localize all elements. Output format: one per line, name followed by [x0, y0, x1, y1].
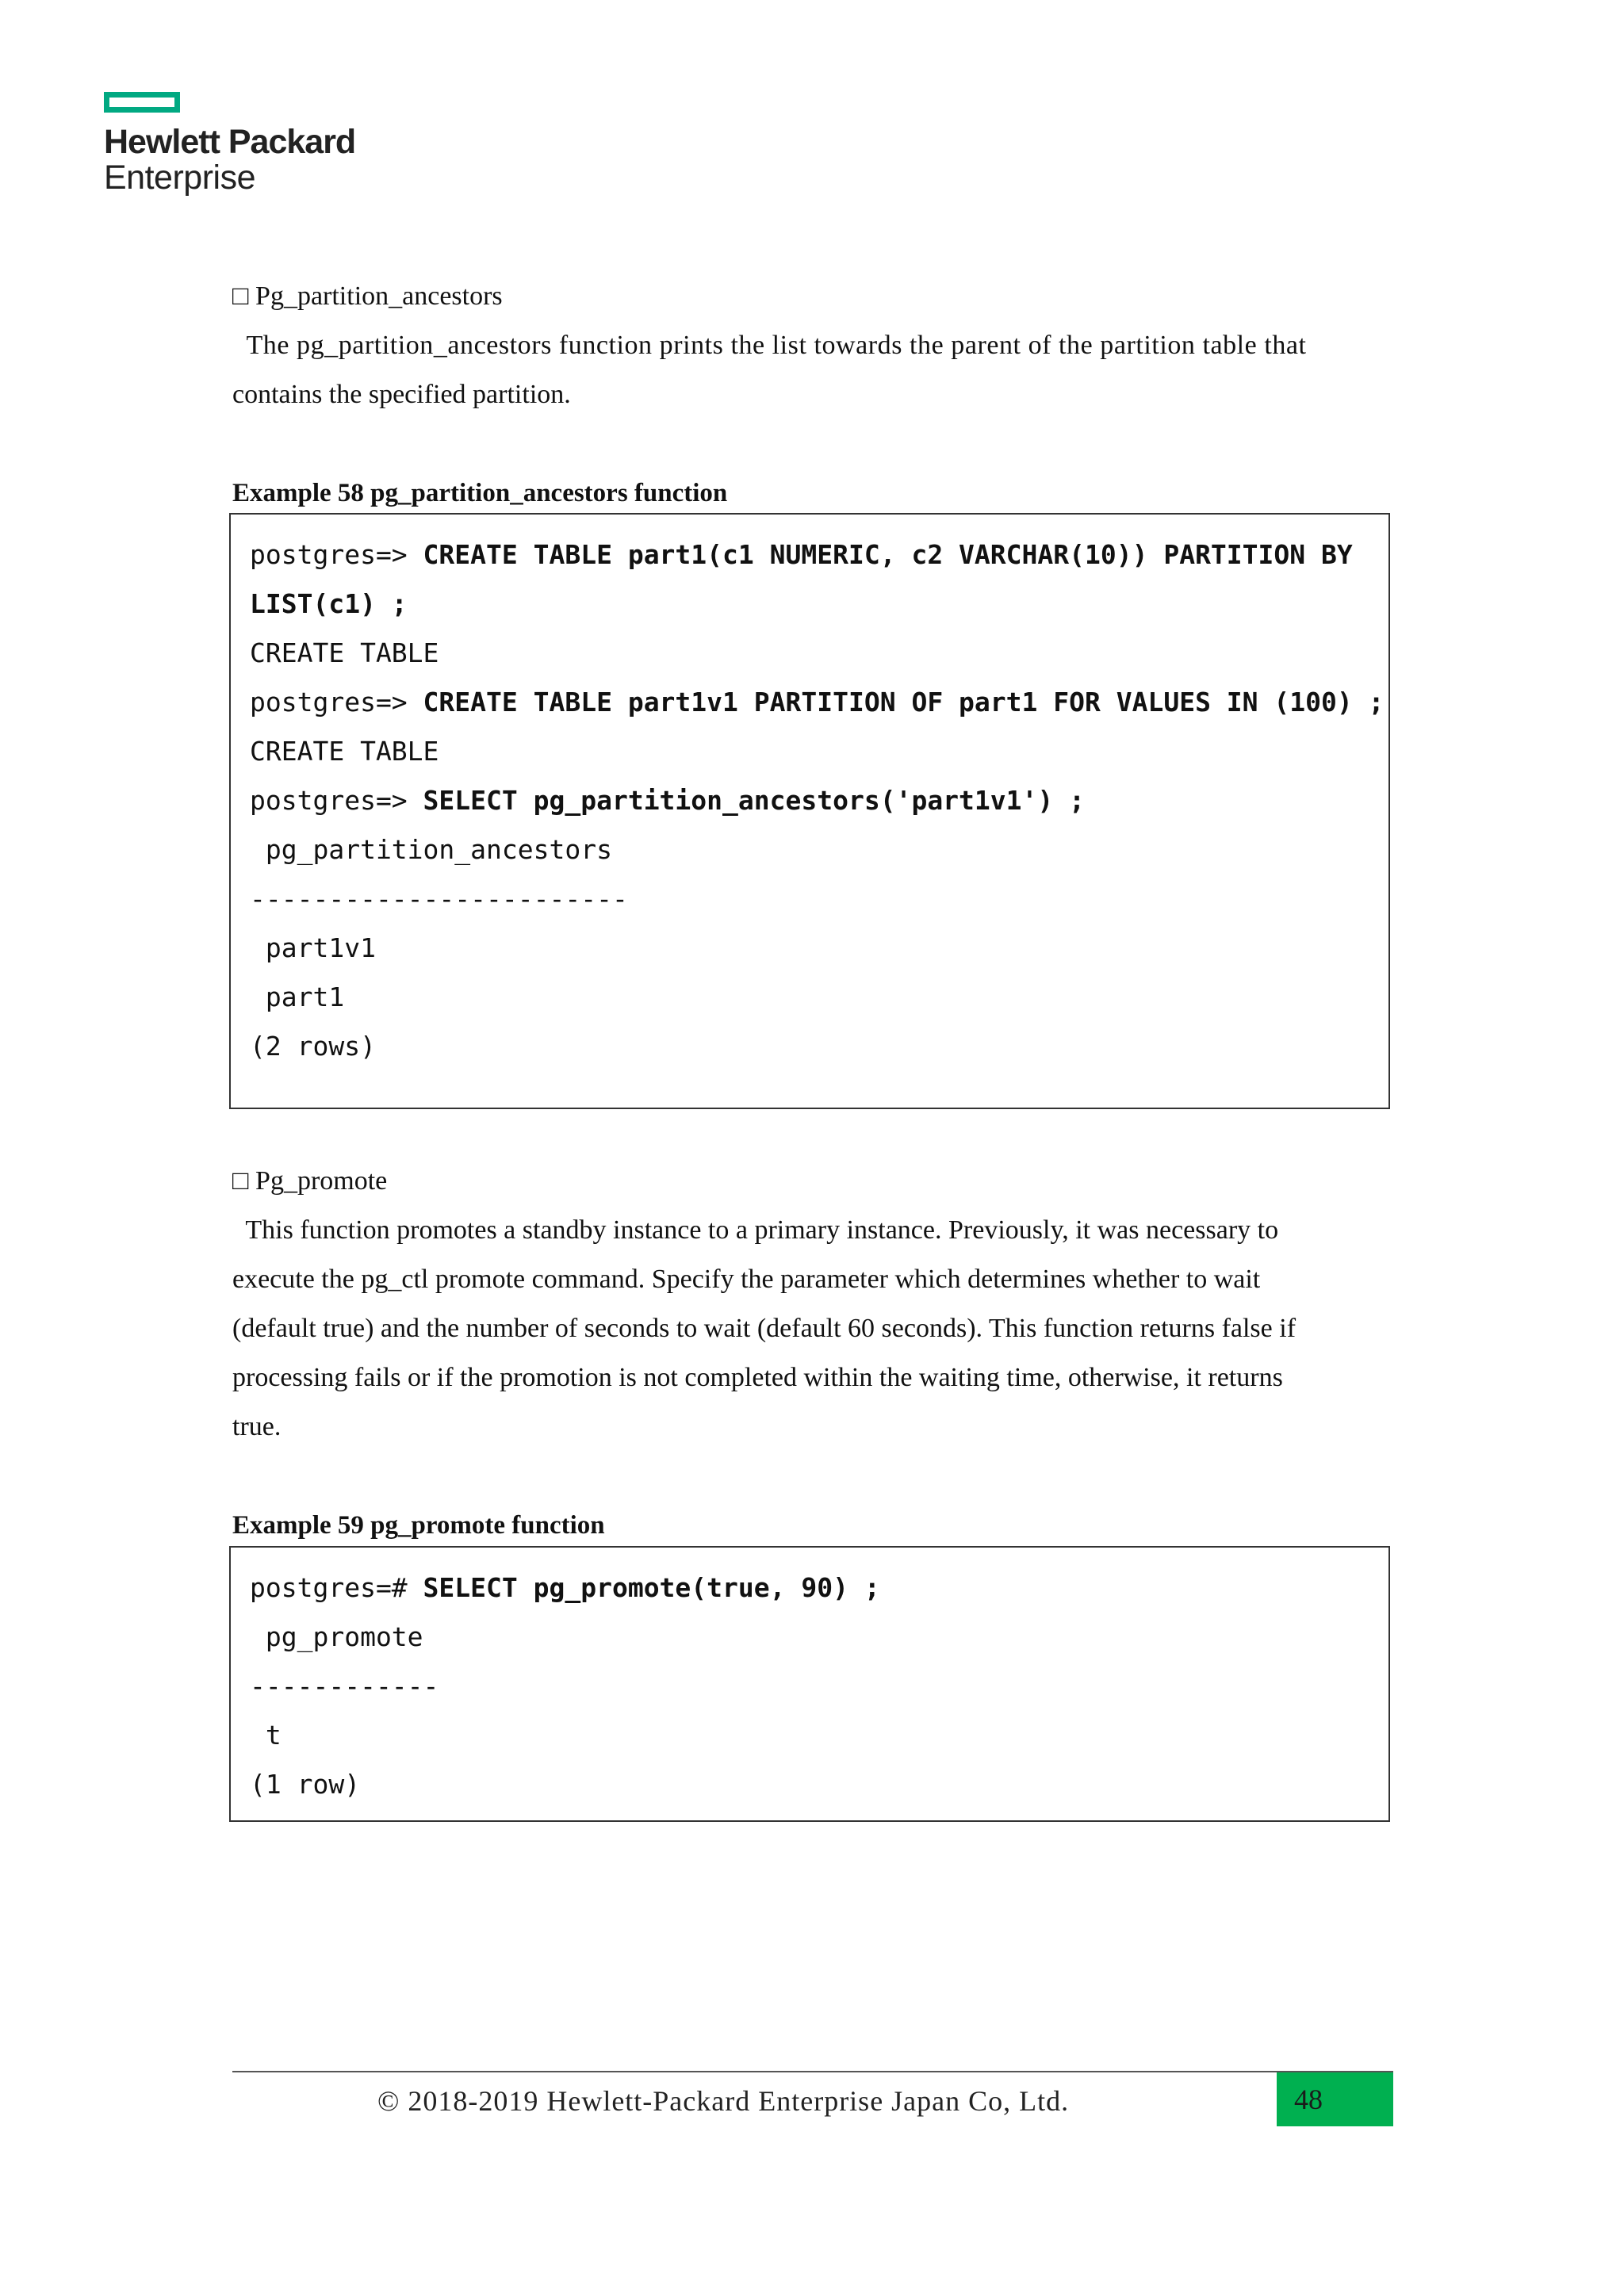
- paragraph-line: true.: [232, 1412, 282, 1441]
- code-line: [250, 776, 1373, 825]
- code-plain-text: postgres=>: [250, 785, 423, 816]
- code-plain-text: CREATE TABLE: [250, 637, 439, 668]
- code-line: [250, 1711, 1373, 1760]
- code-plain-text: ------------------------: [250, 883, 628, 914]
- code-line: [250, 1563, 1373, 1613]
- section-partition-ancestors: [232, 281, 1393, 419]
- footer-divider: [232, 2071, 1393, 2072]
- code-plain-text: (2 rows): [250, 1031, 376, 1062]
- code-line: [250, 678, 1385, 727]
- hpe-logo: [104, 92, 355, 196]
- code-line: [250, 973, 1373, 1022]
- paragraph-line: execute the pg_ctl promote command. Specify the parameter which determines whether to wait: [232, 1265, 1261, 1294]
- logo-text-line1: Hewlett Packard: [104, 123, 356, 161]
- code-line: [250, 1662, 1373, 1711]
- paragraph-line: (default true) and the number of seconds to wait (default 60 seconds). This function returns false if: [232, 1314, 1297, 1343]
- code-bold-text: SELECT pg_partition_ancestors('part1v1') ;: [423, 785, 1085, 816]
- logo-bar-icon: [104, 92, 180, 113]
- code-bold-text: SELECT pg_promote(true, 90) ;: [423, 1572, 880, 1603]
- code-bold-text: LIST(c1) ;: [250, 588, 408, 619]
- code-bold-text: CREATE TABLE part1v1 PARTITION OF part1 FOR VALUES IN (100) ;: [423, 687, 1385, 718]
- code-block: [229, 1546, 1390, 1822]
- paragraph: [232, 1206, 1393, 1452]
- code-plain-text: postgres=>: [250, 687, 423, 718]
- code-plain-text: pg_promote: [250, 1621, 423, 1652]
- code-plain-text: ------------: [250, 1670, 439, 1701]
- code-plain-text: postgres=#: [250, 1572, 423, 1603]
- code-plain-text: part1: [250, 982, 345, 1012]
- code-line: [250, 1760, 1373, 1809]
- example-caption: Example 59 pg_promote function: [232, 1511, 605, 1540]
- code-line: [250, 1613, 1373, 1662]
- code-line: [250, 825, 1373, 874]
- code-block: [229, 513, 1390, 1109]
- paragraph-line: contains the specified partition.: [232, 380, 571, 409]
- section-heading: □ Pg_partition_ancestors: [232, 281, 503, 311]
- section-heading: □ Pg_promote: [232, 1166, 388, 1196]
- code-plain-text: (1 row): [250, 1769, 361, 1800]
- code-line: [250, 1022, 1373, 1071]
- code-line: [250, 727, 1373, 776]
- paragraph-line: processing fails or if the promotion is not completed within the waiting time, otherwise, it returns: [232, 1363, 1283, 1392]
- page-number: 48: [1277, 2072, 1393, 2126]
- code-plain-text: t: [250, 1720, 282, 1751]
- copyright-text: © 2018-2019 Hewlett-Packard Enterprise Japan Co, Ltd.: [377, 2085, 1070, 2117]
- code-line: [250, 924, 1373, 973]
- code-line: [250, 530, 1373, 580]
- code-line: [250, 629, 1373, 678]
- example-caption: Example 58 pg_partition_ancestors function: [232, 479, 728, 507]
- code-line: [250, 580, 1373, 629]
- paragraph-line: The pg_partition_ancestors function prints the list towards the parent of the partition table that: [232, 331, 1307, 360]
- code-bold-text: CREATE TABLE part1(c1 NUMERIC, c2 VARCHAR(10)) PARTITION BY: [423, 539, 1353, 570]
- logo-text-line2: Enterprise: [104, 159, 255, 197]
- code-line: [250, 874, 1373, 924]
- code-plain-text: CREATE TABLE: [250, 736, 439, 767]
- paragraph-line: This function promotes a standby instance to a primary instance. Previously, it was necessary to: [232, 1215, 1279, 1245]
- code-plain-text: postgres=>: [250, 539, 423, 570]
- code-plain-text: pg_partition_ancestors: [250, 834, 612, 865]
- code-plain-text: part1v1: [250, 932, 376, 963]
- section-pg-promote: [232, 1165, 1393, 1452]
